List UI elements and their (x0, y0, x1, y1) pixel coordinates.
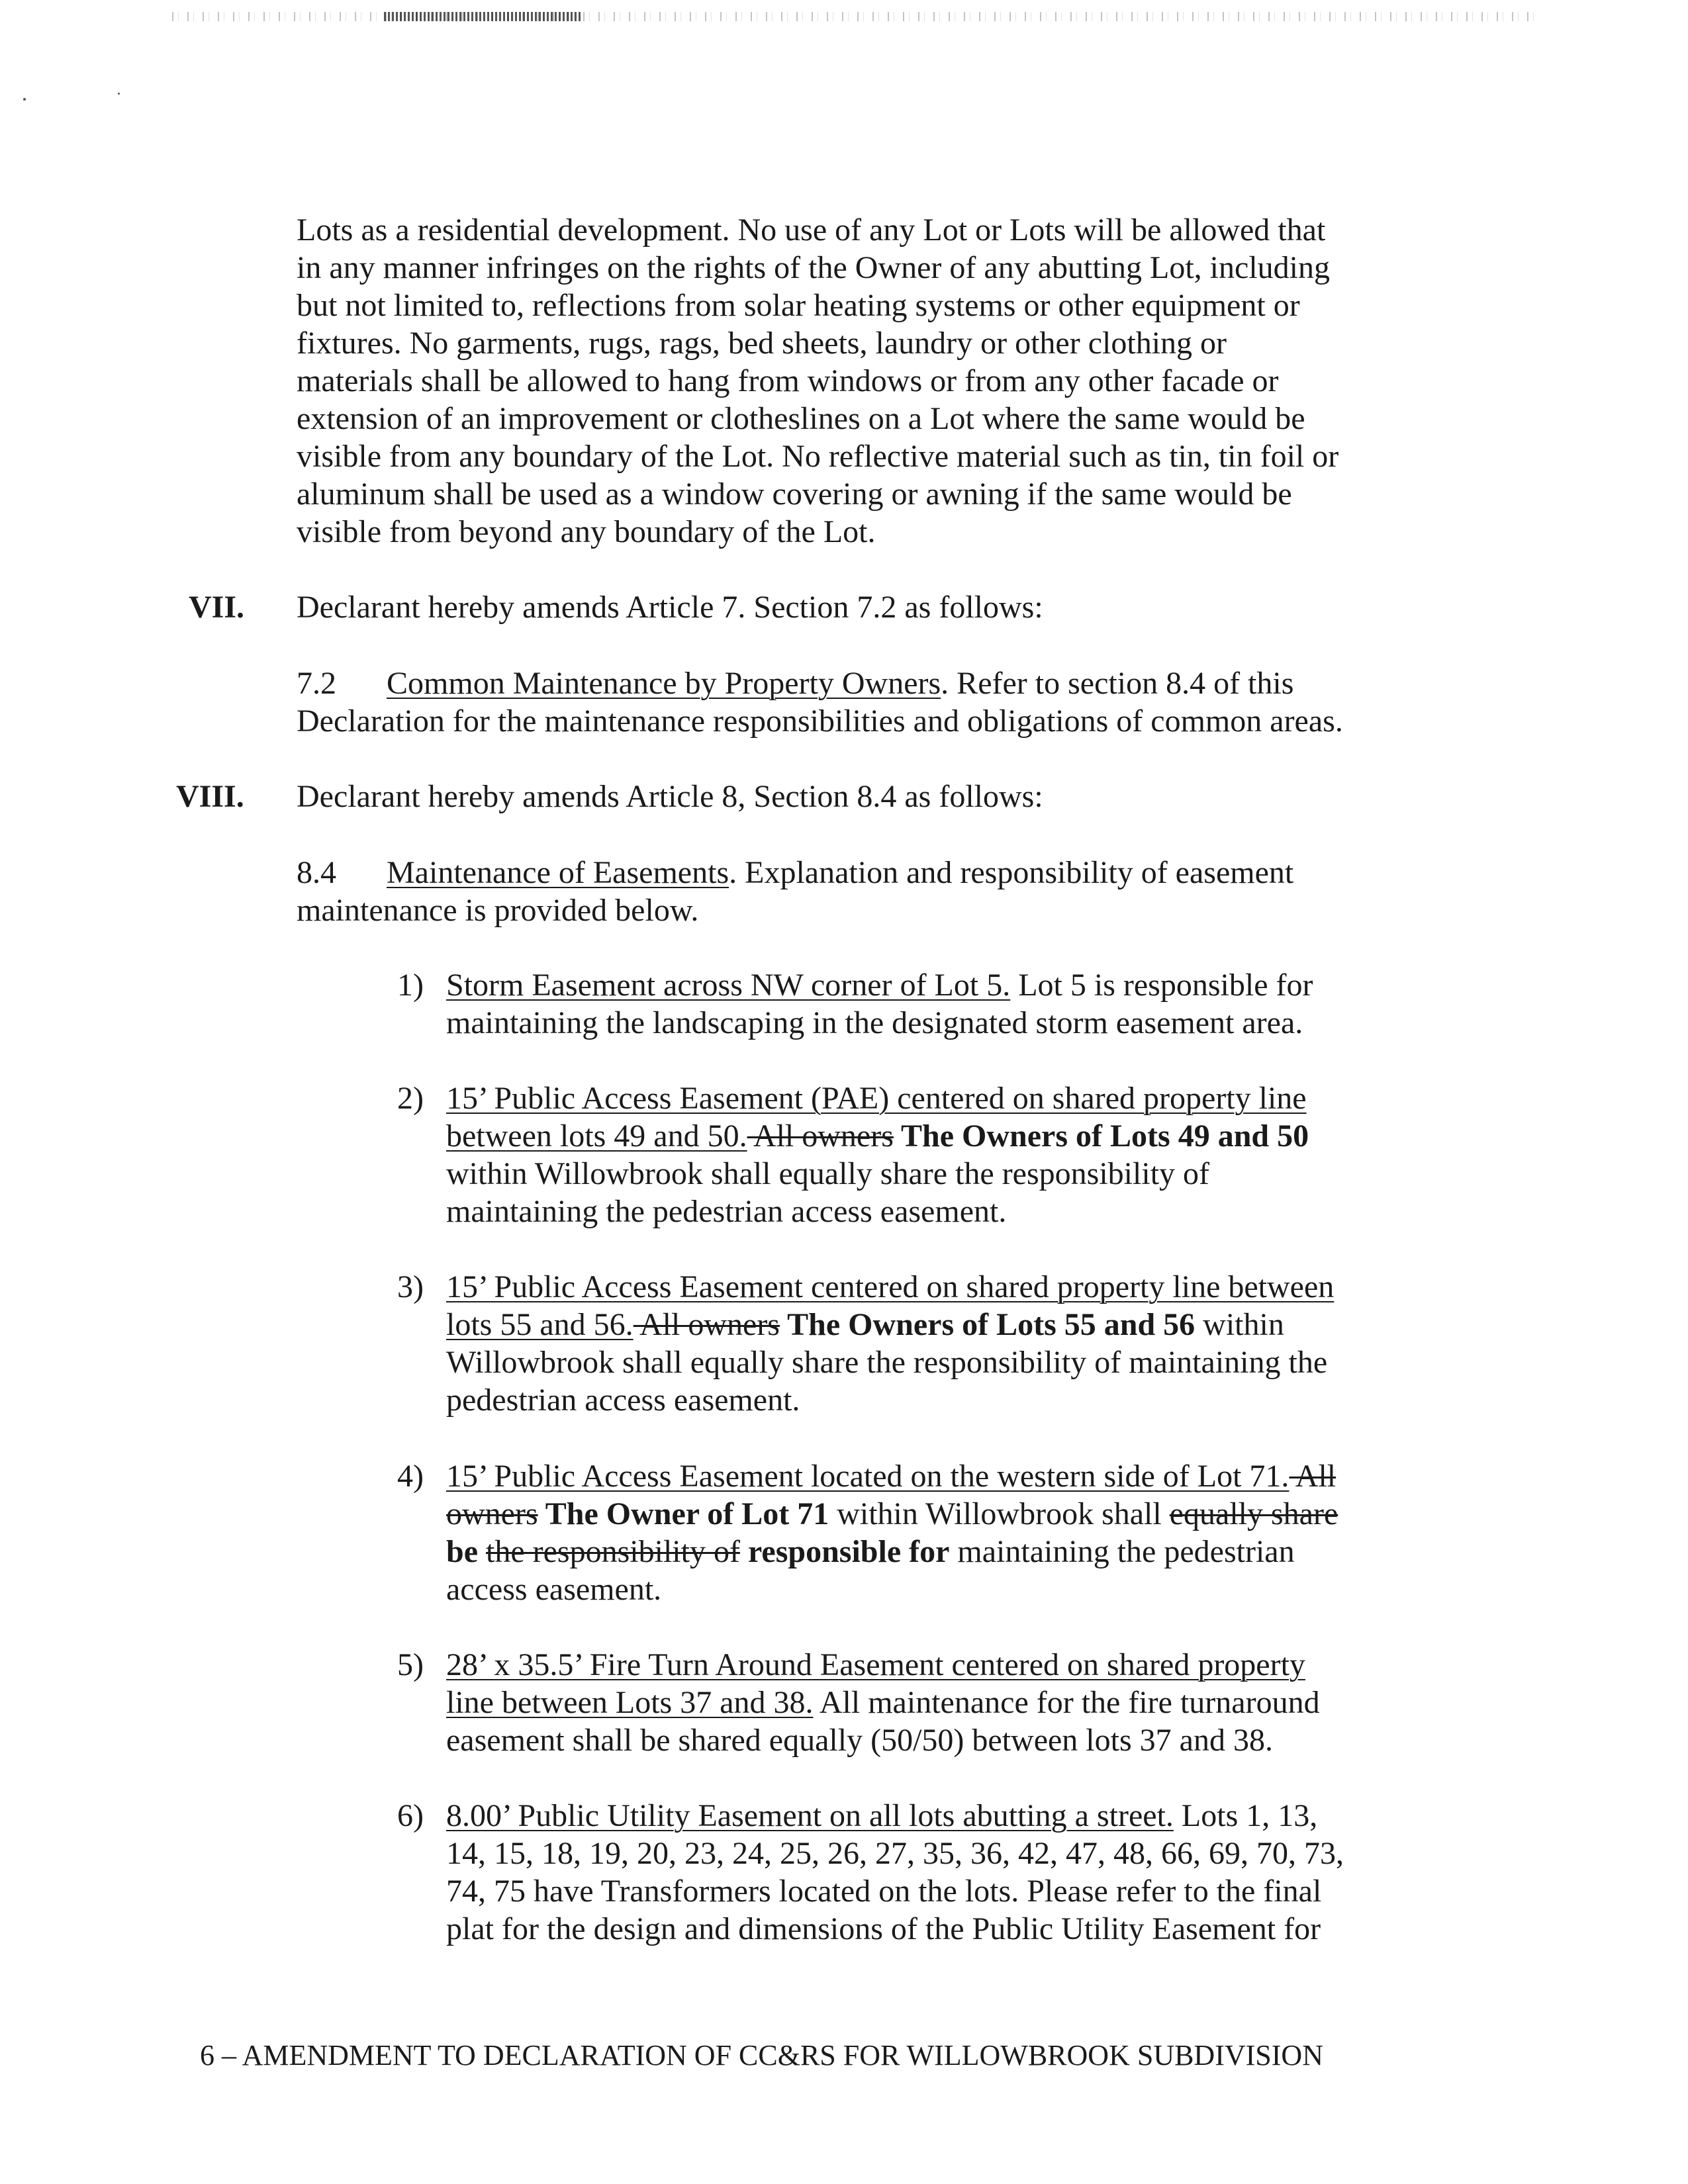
item-line (446, 1684, 1320, 1722)
item-line: easement shall be shared equally (50/50) between lots 37 and 38. (446, 1723, 1273, 1758)
item-number: 6) (397, 1798, 424, 1833)
scan-speck (118, 93, 120, 95)
item-line (446, 1457, 1336, 1496)
scan-artifact (172, 12, 1536, 21)
easement-title: Storm Easement across NW corner of Lot 5. (446, 968, 1011, 1003)
inserted-text: responsible for (739, 1534, 950, 1569)
inserted-text: The Owners of Lots 49 and 50 (893, 1118, 1309, 1154)
item-line (446, 1079, 1307, 1118)
scan-speck (23, 98, 26, 101)
subsection-title: Maintenance of Easements (387, 855, 729, 890)
section-numeral: VII. (189, 590, 245, 625)
item-line: Willowbrook shall equally share the responsibility of maintaining the (446, 1345, 1328, 1380)
item-line: 14, 15, 18, 19, 20, 23, 24, 25, 26, 27, 35, 36, 42, 47, 48, 66, 69, 70, 73, (446, 1836, 1344, 1871)
paragraph-line: but not limited to, reflections from solar heating systems or other equipment or (297, 288, 1300, 323)
scan-artifact-dense (384, 12, 583, 21)
subsection-number: 7.2 (297, 666, 336, 701)
item-number: 3) (397, 1269, 424, 1304)
item-line: pedestrian access easement. (446, 1383, 800, 1418)
easement-title: 15’ Public Access Easement centered on shared property line between (446, 1269, 1335, 1304)
item-number: 4) (397, 1459, 424, 1494)
paragraph-line: visible from any boundary of the Lot. No reflective material such as tin, tin foil or (297, 439, 1339, 474)
inserted-text: The Owners of Lots 55 and 56 (779, 1307, 1196, 1342)
paragraph-line: fixtures. No garments, rugs, rags, bed sheets, laundry or other clothing or (297, 326, 1227, 361)
paragraph-line: extension of an improvement or clotheslines on a Lot where the same would be (297, 401, 1305, 436)
item-line (446, 1117, 1309, 1156)
struck-text: owners (446, 1496, 538, 1531)
item-line (446, 1306, 1284, 1344)
item-line: access easement. (446, 1572, 662, 1607)
easement-title: between lots 49 and 50. (446, 1118, 747, 1154)
subsection-text: Declaration for the maintenance responsibilities and obligations of common areas. (297, 704, 1343, 739)
item-number: 1) (397, 968, 424, 1003)
item-line: maintaining the landscaping in the designated storm easement area. (446, 1005, 1303, 1040)
inserted-text: be (446, 1534, 486, 1569)
item-text: Lots 1, 13, (1173, 1798, 1318, 1833)
item-line: maintaining the pedestrian access easement. (446, 1194, 1007, 1229)
subsection-text: . Explanation and responsibility of easement (729, 855, 1294, 890)
easement-title: 28’ x 35.5’ Fire Turn Around Easement centered on shared property (446, 1647, 1305, 1682)
subsection-heading (297, 854, 1293, 892)
easement-title: 15’ Public Access Easement located on the western side of Lot 71. (446, 1459, 1289, 1494)
item-text: Lot 5 is responsible for (1010, 968, 1313, 1003)
item-text: All maintenance for the fire turnaround (813, 1685, 1320, 1720)
item-number: 5) (397, 1647, 424, 1682)
struck-text: equally share (1169, 1496, 1338, 1531)
struck-text: All (1289, 1459, 1336, 1494)
item-line (446, 1533, 1295, 1571)
subsection-heading (297, 664, 1293, 703)
item-line (446, 966, 1313, 1005)
struck-text: All owners (633, 1307, 780, 1342)
item-line (446, 1495, 1338, 1533)
struck-text: the responsibility of (486, 1534, 740, 1569)
item-line (446, 1646, 1305, 1684)
easement-title: lots 55 and 56. (446, 1307, 633, 1342)
subsection-text: maintenance is provided below. (297, 893, 699, 928)
item-number: 2) (397, 1081, 424, 1116)
item-line (446, 1797, 1317, 1835)
item-text: within (1195, 1307, 1284, 1342)
inserted-text: The Owner of Lot 71 (538, 1496, 829, 1531)
item-line: plat for the design and dimensions of the Public Utility Easement for (446, 1911, 1321, 1946)
section-intro: Declarant hereby amends Article 8, Section 8.4 as follows: (297, 779, 1043, 814)
paragraph-line: Lots as a residential development. No use of any Lot or Lots will be allowed that (297, 212, 1326, 248)
paragraph-line: visible from beyond any boundary of the Lot. (297, 514, 876, 549)
section-numeral: VIII. (176, 779, 244, 814)
subsection-number: 8.4 (297, 855, 336, 890)
subsection-text: . Refer to section 8.4 of this (941, 666, 1294, 701)
easement-title: line between Lots 37 and 38. (446, 1685, 814, 1720)
item-line (446, 1268, 1334, 1306)
paragraph-line: in any manner infringes on the rights of the Owner of any abutting Lot, including (297, 250, 1330, 285)
struck-text: All owners (747, 1118, 894, 1154)
section-intro: Declarant hereby amends Article 7. Section 7.2 as follows: (297, 590, 1043, 625)
subsection-title: Common Maintenance by Property Owners (387, 666, 941, 701)
item-text: maintaining the pedestrian (949, 1534, 1295, 1569)
item-text: within Willowbrook shall (829, 1496, 1170, 1531)
easement-title: 8.00’ Public Utility Easement on all lots abutting a street. (446, 1798, 1174, 1833)
item-line: 74, 75 have Transformers located on the lots. Please refer to the final (446, 1874, 1322, 1909)
item-line: within Willowbrook shall equally share the responsibility of (446, 1156, 1210, 1191)
paragraph-line: aluminum shall be used as a window covering or awning if the same would be (297, 477, 1292, 512)
easement-title: 15’ Public Access Easement (PAE) centered on shared property line (446, 1081, 1307, 1116)
paragraph-line: materials shall be allowed to hang from windows or from any other facade or (297, 363, 1279, 398)
page-footer: 6 – AMENDMENT TO DECLARATION OF CC&RS FOR WILLOWBROOK SUBDIVISION (200, 2039, 1323, 2071)
